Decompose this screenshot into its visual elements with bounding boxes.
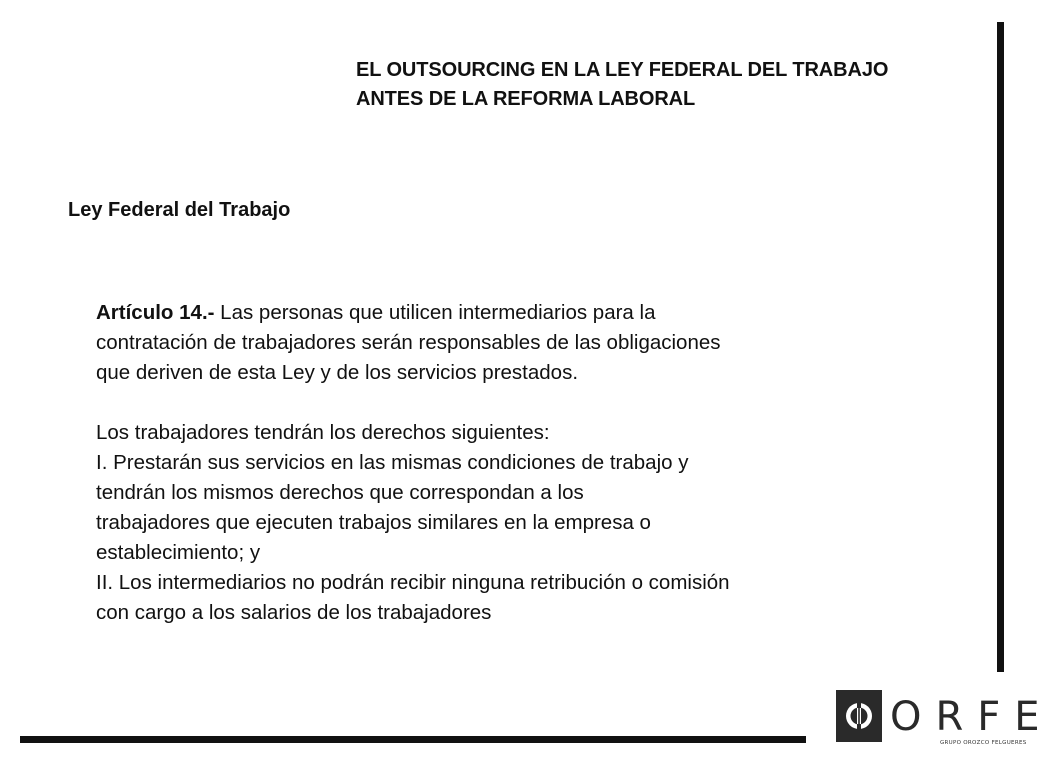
- orfe-emblem-icon: [836, 690, 882, 742]
- rights-line: tendrán los mismos derechos que correspondan a los: [96, 481, 584, 504]
- rights-line: Los trabajadores tendrán los derechos siguientes:: [96, 421, 550, 444]
- logo-tagline: GRUPO OROZCO FELGUERES: [940, 740, 1027, 746]
- article-line: que deriven de esta Ley y de los servicios prestados.: [96, 361, 579, 384]
- rights-line: I. Prestarán sus servicios en las mismas condiciones de trabajo y: [96, 451, 689, 474]
- logo-wordmark: ORFE: [890, 694, 1054, 740]
- rights-line: trabajadores que ejecuten trabajos similares en la empresa o: [96, 511, 651, 534]
- paragraph-gap: [96, 388, 856, 418]
- slide-title: [356, 56, 956, 114]
- rights-line: establecimiento; y: [96, 541, 261, 564]
- article-text: [96, 298, 856, 628]
- slide-title-line-1: EL OUTSOURCING EN LA LEY FEDERAL DEL TRABAJO: [356, 59, 889, 81]
- rights-line: con cargo a los salarios de los trabajadores: [96, 601, 492, 624]
- horizontal-divider: [20, 736, 806, 743]
- article-label: Artículo 14.-: [96, 301, 215, 324]
- rights-line: II. Los intermediarios no podrán recibir ninguna retribución o comisión: [96, 571, 730, 594]
- article-line: [96, 298, 856, 328]
- article-text-segment: Las personas que utilicen intermediarios para la: [214, 301, 656, 324]
- vertical-divider: [997, 22, 1004, 672]
- slide-subtitle: Ley Federal del Trabajo: [68, 199, 291, 221]
- orfe-logo: [836, 690, 1054, 756]
- slide-title-line-2: ANTES DE LA REFORMA LABORAL: [356, 88, 696, 110]
- article-line: contratación de trabajadores serán responsables de las obligaciones: [96, 331, 721, 354]
